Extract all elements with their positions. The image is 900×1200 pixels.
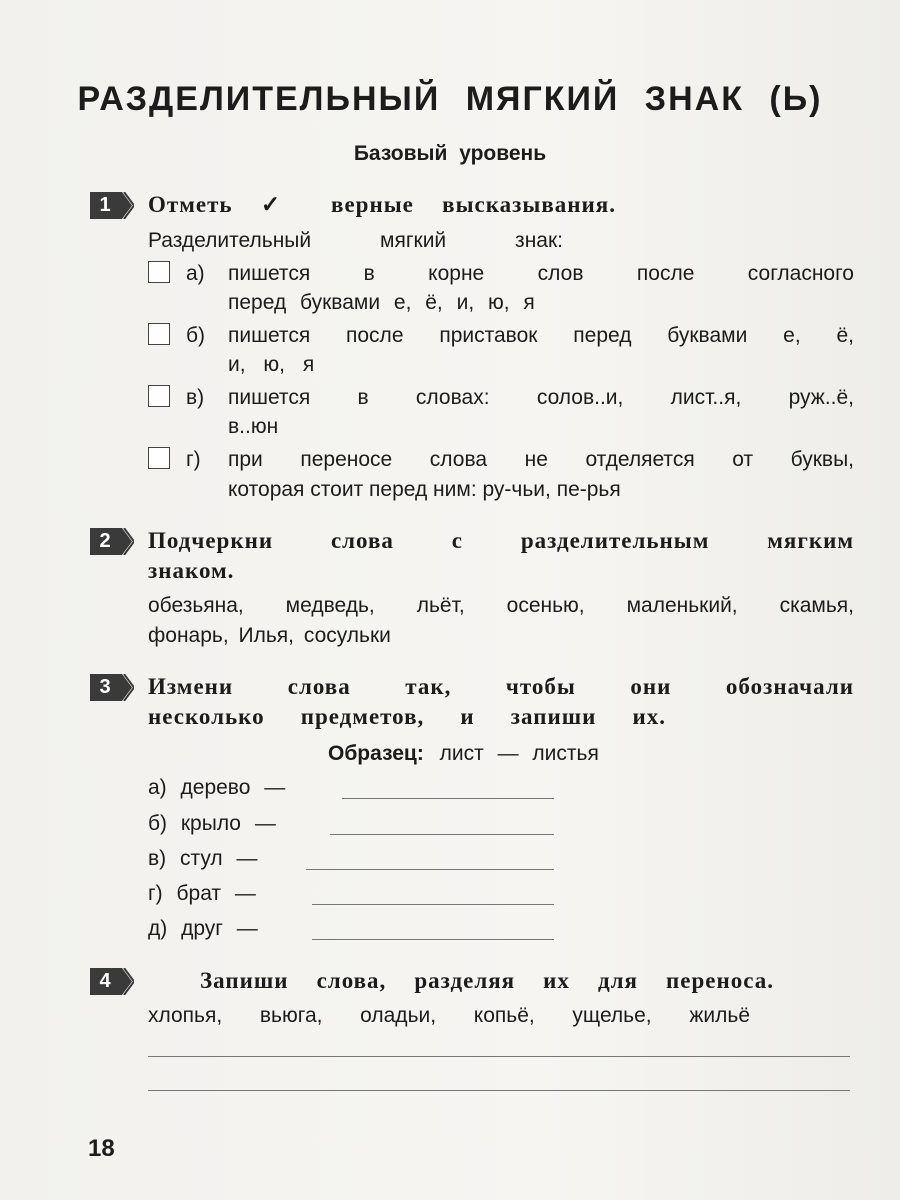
option-v-checkbox[interactable] bbox=[148, 385, 170, 407]
item-a-label: а) дерево — bbox=[148, 776, 286, 799]
item-v-label: в) стул — bbox=[148, 847, 258, 870]
task4-words: хлопья, вьюга, оладьи, копьё, ущелье, жильё bbox=[148, 1004, 750, 1027]
item-b-label: б) крыло — bbox=[148, 812, 276, 835]
page-number: 18 bbox=[88, 1135, 115, 1162]
task2-instruction-cont: знаком. bbox=[148, 558, 235, 583]
option-b-text-cont: и, ю, я bbox=[228, 353, 315, 376]
item-d-answer-line[interactable] bbox=[312, 939, 554, 940]
option-g-checkbox[interactable] bbox=[148, 447, 170, 469]
option-g-text-cont: которая стоит перед ним: ру-чьи, пе-рья bbox=[228, 478, 621, 501]
task2-words: обезьяна, медведь, льёт, осенью, маленький, скамья, bbox=[148, 594, 854, 617]
task-number-badge-3: 3 bbox=[90, 674, 134, 701]
option-v-text-cont: в..юн bbox=[228, 415, 279, 438]
option-v-text: пишется в словах: солов..и, лист..я, руж..ё, bbox=[228, 386, 854, 409]
sample-label: Образец: bbox=[328, 742, 424, 765]
task-number-badge-4: 4 bbox=[90, 968, 134, 995]
task4-answer-line-2[interactable] bbox=[148, 1090, 850, 1091]
task2-instruction: Подчеркни слова с разделительным мягким bbox=[148, 528, 854, 553]
level-subtitle: Базовый уровень bbox=[353, 142, 547, 165]
task1-instruction: Отметь ✓ верные высказывания. bbox=[148, 192, 616, 217]
option-b-letter: б) bbox=[186, 324, 206, 347]
task-number-badge-2: 2 bbox=[90, 528, 134, 555]
option-g-text: при переносе слова не отделяется от буквы, bbox=[228, 448, 854, 471]
item-d-label: д) друг — bbox=[148, 917, 258, 940]
option-a-letter: а) bbox=[186, 262, 205, 285]
task4-instruction: Запиши слова, разделяя их для переноса. bbox=[200, 968, 774, 993]
task3-instruction: Измени слова так, чтобы они обозначали bbox=[148, 674, 854, 699]
task3-instruction-cont: несколько предметов, и запиши их. bbox=[148, 704, 666, 729]
option-a-text-cont: перед буквами е, ё, и, ю, я bbox=[228, 291, 535, 314]
option-a-text: пишется в корне слов после согласного bbox=[228, 262, 854, 285]
option-b-checkbox[interactable] bbox=[148, 323, 170, 345]
task4-answer-line-1[interactable] bbox=[148, 1056, 850, 1057]
option-g-letter: г) bbox=[186, 448, 201, 471]
option-v-letter: в) bbox=[186, 386, 205, 409]
task-number-badge-1: 1 bbox=[90, 192, 134, 219]
item-v-answer-line[interactable] bbox=[306, 869, 554, 870]
option-b-text: пишется после приставок перед буквами е, ё, bbox=[228, 324, 854, 347]
sample-row bbox=[328, 742, 599, 766]
item-g-answer-line[interactable] bbox=[312, 904, 554, 905]
item-a-answer-line[interactable] bbox=[342, 798, 554, 799]
option-a-checkbox[interactable] bbox=[148, 261, 170, 283]
task1-lead: Разделительный мягкий знак: bbox=[148, 229, 563, 252]
item-g-label: г) брат — bbox=[148, 882, 256, 905]
task2-words-cont: фонарь, Илья, сосульки bbox=[148, 624, 391, 647]
item-b-answer-line[interactable] bbox=[330, 834, 554, 835]
sample-text: лист — листья bbox=[439, 742, 599, 765]
page-title: РАЗДЕЛИТЕЛЬНЫЙ МЯГКИЙ ЗНАК (Ь) bbox=[77, 80, 823, 118]
